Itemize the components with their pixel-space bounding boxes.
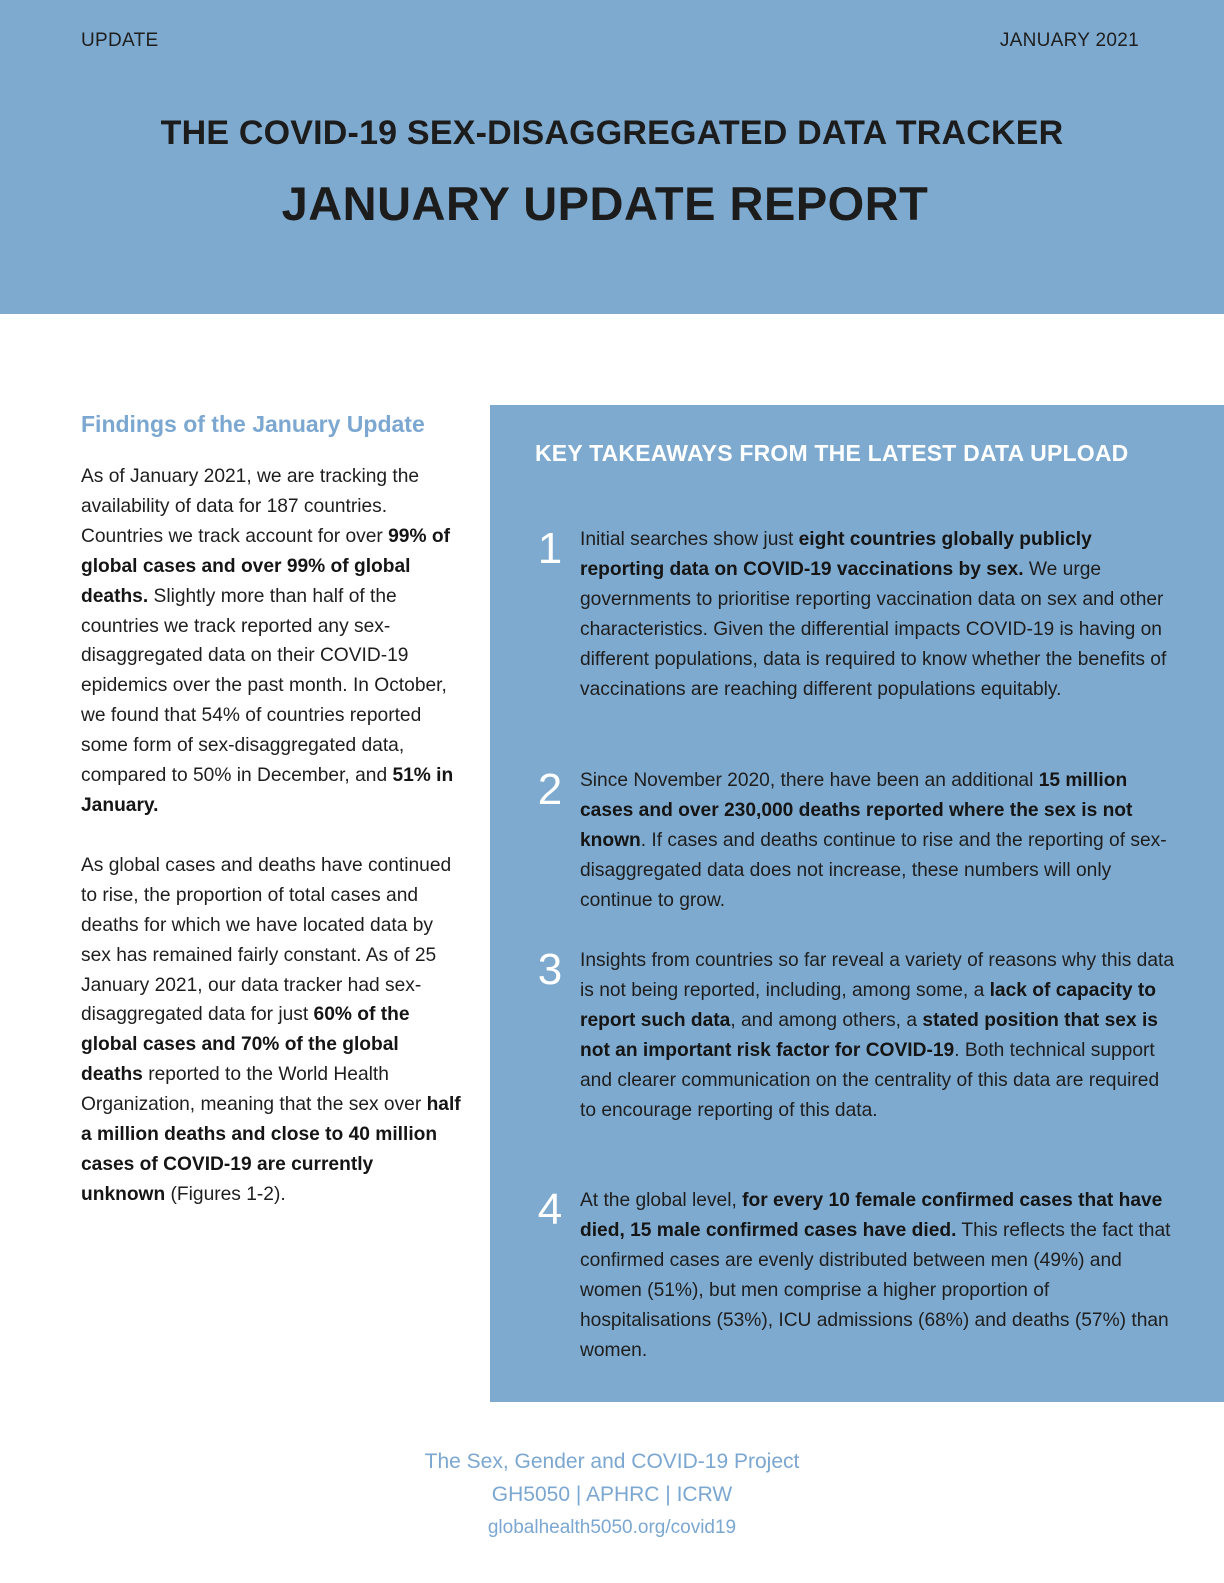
findings-section — [81, 406, 461, 1210]
body-text: (Figures 1-2). — [165, 1183, 286, 1205]
body-text: Slightly more than half of the countries we track reported any sex-disaggregated data on their COVID-19 epidemics over the past month. In October, we found that 54% of countries reported some form of sex-disaggregated data, compared to 50% in December, and — [81, 585, 447, 787]
emphasized-text: eight countries globally publicly reporting data on COVID-19 vaccinations by sex. — [580, 529, 1092, 580]
emphasized-text: 99% of global cases and over 99% of global deaths. — [81, 525, 450, 607]
partner-list: GH5050 | APHRC | ICRW — [491, 1483, 733, 1506]
body-text: Insights from countries so far reveal a variety of reasons why this data is not being reported, including, among some, a — [580, 950, 1175, 1001]
takeaway-number: 4 — [537, 1185, 563, 1234]
body-text: We urge governments to prioritise reporting vaccination data on sex and other characteristics. Given the differential impacts COVID-19 is having on different populations, data is required to know whether the benefits of vaccinations are reaching different populations equitably. — [580, 558, 1167, 700]
findings-paragraph — [81, 851, 461, 1210]
takeaway-text — [580, 946, 1180, 1125]
body-text: Initial searches show just — [580, 529, 799, 550]
report-subtitle: JANUARY UPDATE REPORT — [281, 177, 929, 230]
body-text: As of January 2021, we are tracking the availability of data for 187 countries. Countries we track account for over — [81, 466, 420, 547]
key-takeaways-panel — [490, 405, 1224, 1402]
body-text: , and among others, a — [730, 1009, 923, 1031]
header-banner — [0, 0, 1224, 314]
body-text: reported to the World Health Organization, meaning that the sex over — [81, 1064, 427, 1116]
emphasized-text: 51% in January. — [81, 765, 454, 816]
body-text: As global cases and deaths have continued to rise, the proportion of total cases and deaths for which we have located data by sex has remained fairly constant. As of 25 January 2021, our data tracker had sex-disaggregated data for just — [81, 854, 452, 1026]
takeaway-number: 2 — [537, 765, 563, 814]
takeaway-text — [580, 1186, 1180, 1365]
emphasized-text: 15 million cases and over 230,000 deaths reported where the sex is not known — [580, 770, 1133, 851]
project-url-link[interactable]: globalhealth5050.org/covid19 — [487, 1517, 737, 1538]
date-label: JANUARY 2021 — [999, 30, 1139, 51]
report-title: THE COVID-19 SEX-DISAGGREGATED DATA TRACKER — [160, 114, 1064, 152]
takeaway-number: 3 — [537, 945, 563, 994]
emphasized-text: for every 10 female confirmed cases that have died, 15 male confirmed cases have died. — [580, 1190, 1163, 1241]
emphasized-text: half a million deaths and close to 40 million cases of COVID-19 are currently unknown — [81, 1094, 461, 1205]
takeaway-text — [580, 525, 1180, 704]
body-text: . Both technical support and clearer communication on the centrality of this data are required to encourage reporting of this data. — [580, 1039, 1160, 1121]
emphasized-text: 60% of the global cases and 70% of the global deaths — [81, 1004, 410, 1086]
takeaway-text — [580, 766, 1180, 916]
footer — [0, 1445, 1224, 1544]
body-text: . If cases and deaths continue to rise and the reporting of sex-disaggregated data does not increase, these numbers will only continue to grow. — [580, 829, 1167, 911]
project-name: The Sex, Gender and COVID-19 Project — [424, 1450, 800, 1473]
takeaways-heading: KEY TAKEAWAYS FROM THE LATEST DATA UPLOAD — [535, 440, 1129, 466]
update-label: UPDATE — [81, 30, 159, 51]
findings-paragraph — [81, 462, 461, 821]
takeaway-number: 1 — [537, 524, 563, 573]
emphasized-text: stated position that sex is not an important risk factor for COVID-19 — [580, 1009, 1158, 1061]
body-text: This reflects the fact that confirmed cases are evenly distributed between men (49%) and women (51%), but men comprise a higher proportion of hospitalisations (53%), ICU admissions (68%) and deaths (57%) than women. — [580, 1219, 1171, 1361]
findings-heading: Findings of the January Update — [81, 411, 425, 437]
body-text: Since November 2020, there have been an additional — [580, 770, 1039, 791]
emphasized-text: lack of capacity to report such data — [580, 979, 1156, 1031]
body-text: At the global level, — [580, 1190, 743, 1211]
